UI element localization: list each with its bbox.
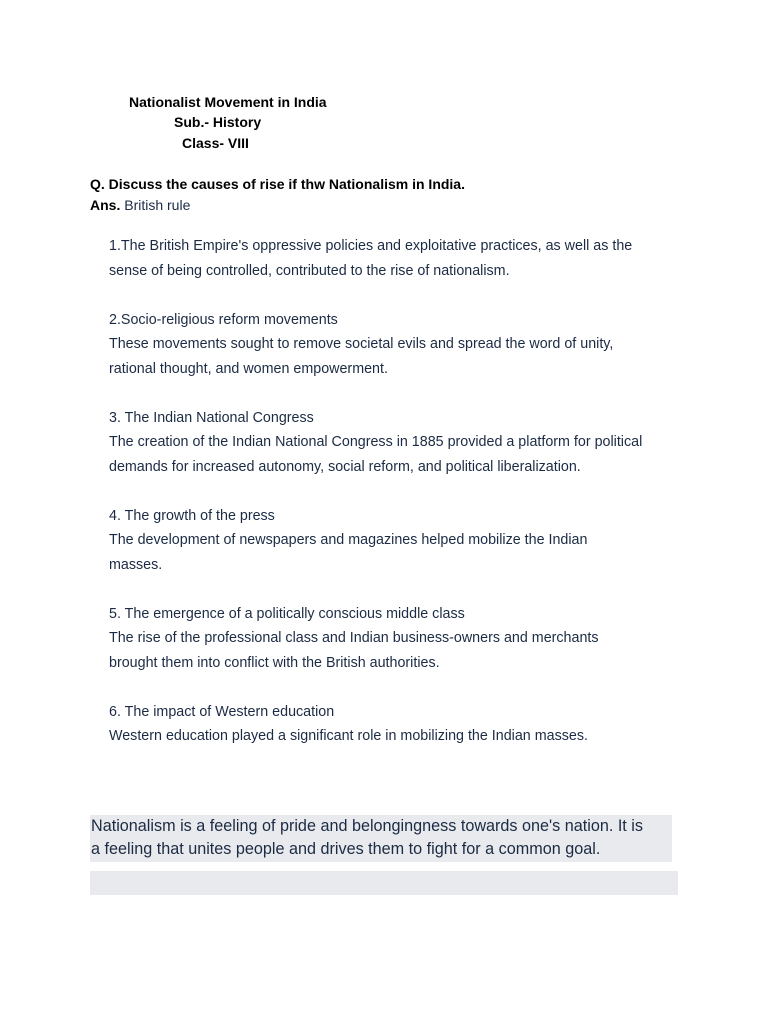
- empty-highlight-bar: [90, 871, 678, 895]
- point-heading: 4. The growth of the press: [109, 507, 275, 524]
- document-title: Nationalist Movement in India: [129, 94, 327, 110]
- point-heading: 1.The British Empire's oppressive policies and exploitative practices, as well as the: [109, 238, 633, 254]
- question-text: Q. Discuss the causes of rise if thw Nationalism in India.: [90, 176, 465, 192]
- point-item: [109, 504, 689, 578]
- class-line: Class- VIII: [182, 135, 249, 151]
- point-line: rational thought, and women empowerment.: [109, 360, 388, 377]
- summary-highlight: [90, 815, 672, 862]
- point-line: demands for increased autonomy, social reform, and political liberalization.: [109, 458, 581, 475]
- point-heading: 2.Socio-religious reform movements: [109, 311, 338, 328]
- points-list: [109, 234, 689, 773]
- point-item: [109, 234, 689, 283]
- point-heading: 5. The emergence of a politically conscious middle class: [109, 605, 465, 622]
- answer-label: Ans.: [90, 197, 121, 213]
- summary-line: a feeling that unites people and drives them to fight for a common goal.: [91, 840, 601, 858]
- point-item: [109, 700, 689, 749]
- point-line: The development of newspapers and magazines helped mobilize the Indian: [109, 532, 588, 548]
- point-line: Western education played a significant role in mobilizing the Indian masses.: [109, 728, 588, 744]
- answer-text: British rule: [124, 197, 191, 213]
- point-line: These movements sought to remove societal evils and spread the word of unity,: [109, 336, 614, 352]
- point-item: [109, 602, 689, 676]
- point-line: sense of being controlled, contributed to the rise of nationalism.: [109, 262, 510, 279]
- point-line: brought them into conflict with the British authorities.: [109, 654, 440, 671]
- point-item: [109, 406, 689, 480]
- point-heading: 6. The impact of Western education: [109, 703, 335, 720]
- point-heading: 3. The Indian National Congress: [109, 409, 314, 426]
- summary-line: Nationalism is a feeling of pride and belongingness towards one's nation. It is: [91, 817, 643, 835]
- subject-line: Sub.- History: [174, 114, 262, 130]
- point-item: [109, 308, 689, 382]
- answer-line: [90, 197, 190, 213]
- point-line: The rise of the professional class and Indian business-owners and merchants: [109, 630, 599, 646]
- point-line: The creation of the Indian National Congress in 1885 provided a platform for political: [109, 434, 643, 450]
- point-line: masses.: [109, 556, 163, 573]
